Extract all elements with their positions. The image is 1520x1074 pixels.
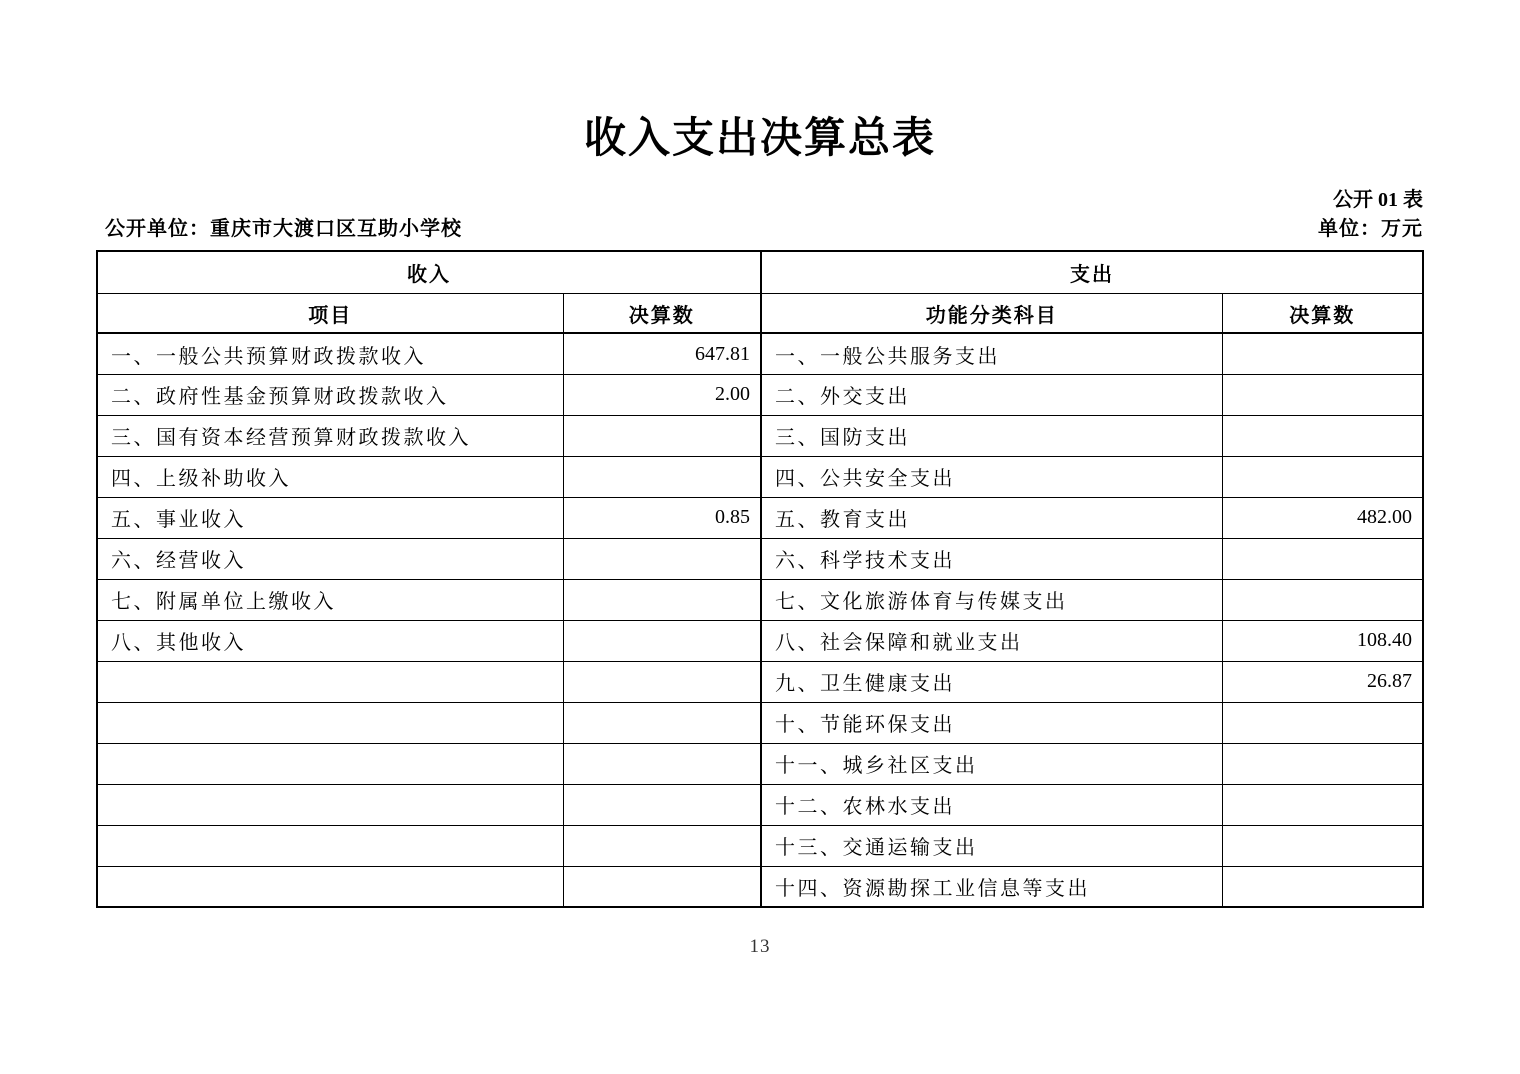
expense-amount-cell: 108.40 [1222,620,1423,661]
page-number: 13 [749,936,771,958]
income-amount-cell [563,784,761,825]
income-item-cell: 四、上级补助收入 [97,456,563,497]
unit-of-measure: 单位：万元 [1318,218,1423,241]
income-section-header: 收入 [97,251,761,293]
income-item-cell [97,743,563,784]
income-item-cell [97,784,563,825]
income-item-cell: 六、经营收入 [97,538,563,579]
expense-amount-cell [1222,333,1423,374]
expense-item-column-header: 功能分类科目 [761,293,1222,333]
table-row [97,538,1423,579]
table-row [97,825,1423,866]
income-item-cell: 七、附属单位上缴收入 [97,579,563,620]
expense-amount-cell [1222,374,1423,415]
income-item-cell: 三、国有资本经营预算财政拨款收入 [97,415,563,456]
expense-item-cell: 六、科学技术支出 [761,538,1222,579]
income-amount-cell [563,825,761,866]
table-row [97,374,1423,415]
table-code: 公开 01 表 [1333,189,1423,212]
table-row [97,333,1423,374]
income-amount-cell [563,743,761,784]
table-row [97,743,1423,784]
income-item-cell [97,702,563,743]
expense-item-cell: 九、卫生健康支出 [761,661,1222,702]
expense-amount-cell: 26.87 [1222,661,1423,702]
table-row [97,497,1423,538]
expense-item-cell: 十三、交通运输支出 [761,825,1222,866]
publishing-unit: 公开单位：重庆市大渡口区互助小学校 [105,218,462,241]
income-item-cell [97,866,563,907]
income-item-cell: 五、事业收入 [97,497,563,538]
expense-amount-column-header: 决算数 [1222,293,1423,333]
expense-item-cell: 七、文化旅游体育与传媒支出 [761,579,1222,620]
table-row [97,415,1423,456]
income-amount-cell [563,538,761,579]
table-row [97,456,1423,497]
page-title: 收入支出决算总表 [583,114,936,161]
income-amount-cell [563,866,761,907]
income-item-cell: 二、政府性基金预算财政拨款收入 [97,374,563,415]
expense-item-cell: 八、社会保障和就业支出 [761,620,1222,661]
expense-item-cell: 四、公共安全支出 [761,456,1222,497]
expense-item-cell: 五、教育支出 [761,497,1222,538]
table-row [97,866,1423,907]
income-item-cell: 一、一般公共预算财政拨款收入 [97,333,563,374]
expense-amount-cell [1222,456,1423,497]
expense-amount-cell [1222,743,1423,784]
expense-item-cell: 一、一般公共服务支出 [761,333,1222,374]
income-amount-cell [563,415,761,456]
document-meta [97,188,1423,241]
income-amount-cell [563,702,761,743]
income-amount-cell: 0.85 [563,497,761,538]
expense-item-cell: 二、外交支出 [761,374,1222,415]
budget-summary-table [96,250,1424,908]
expense-amount-cell: 482.00 [1222,497,1423,538]
table-row [97,579,1423,620]
expense-amount-cell [1222,866,1423,907]
income-item-cell [97,825,563,866]
expense-amount-cell [1222,825,1423,866]
column-header-row [97,293,1423,333]
expense-section-header: 支出 [761,251,1423,293]
expense-item-cell: 十一、城乡社区支出 [761,743,1222,784]
income-amount-column-header: 决算数 [563,293,761,333]
income-amount-cell: 2.00 [563,374,761,415]
income-amount-cell [563,456,761,497]
expense-item-cell: 十、节能环保支出 [761,702,1222,743]
income-item-cell: 八、其他收入 [97,620,563,661]
expense-amount-cell [1222,415,1423,456]
table-row [97,620,1423,661]
expense-item-cell: 十二、农林水支出 [761,784,1222,825]
expense-amount-cell [1222,538,1423,579]
section-header-row [97,251,1423,293]
expense-amount-cell [1222,702,1423,743]
table-row [97,661,1423,702]
expense-item-cell: 三、国防支出 [761,415,1222,456]
income-item-cell [97,661,563,702]
expense-amount-cell [1222,784,1423,825]
table-row [97,784,1423,825]
expense-item-cell: 十四、资源勘探工业信息等支出 [761,866,1222,907]
income-amount-cell: 647.81 [563,333,761,374]
income-amount-cell [563,620,761,661]
table-row [97,702,1423,743]
income-amount-cell [563,661,761,702]
income-item-column-header: 项目 [97,293,563,333]
income-amount-cell [563,579,761,620]
expense-amount-cell [1222,579,1423,620]
